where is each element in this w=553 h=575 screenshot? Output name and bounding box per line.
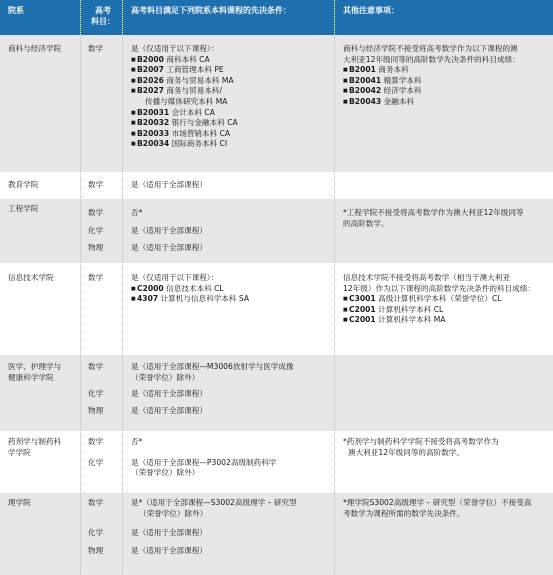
table-row (0, 173, 553, 198)
faculty-cell: 理学院 (8, 498, 31, 507)
list-item: ■ B20042 经济学本科 (343, 86, 520, 97)
table-row (0, 432, 553, 492)
list-item: ■ B2000 商科本科 CA (131, 55, 238, 66)
list-item: ■ B2007 工商管理本科 PE (131, 65, 238, 76)
table-row (0, 35, 553, 173)
subject-cell: 数学 化学 物理 (88, 208, 104, 253)
list-item: ■ B20033 市场营销本科 CA (131, 129, 238, 140)
header-faculty: 院系 (8, 6, 24, 15)
faculty-cell: 药剂学与制药科 学学院 (8, 437, 62, 457)
subject-cell: 数学 (88, 44, 104, 53)
faculty-cell: 信息技术学院 (8, 273, 54, 282)
faculty-cell: 医学、护理学与 健康科学学院 (8, 362, 62, 382)
notes-cell: *药剂学与制药科学学院不接受将高考数学作为 澳大利亚12年级同等的高阶数学。 (343, 437, 499, 457)
list-item: ■ B20031 会计本科 CA (131, 108, 238, 119)
subject-cell: 数学 化学 物理 (88, 498, 104, 555)
notes-cell: 信息技术学院不接受将高考数学（相当于澳大利亚 12年级）作为以下课程的高阶数学先决条件的科目成绩： ■ C3001 高级计算机科学本科（荣誉学位）CL ■ C2001 计算机科学本科 CL ■ C2001 计算机科学本科 MA (343, 273, 535, 326)
table-row (0, 354, 553, 432)
list-item: ■ B20032 银行与金融本科 CA (131, 118, 238, 129)
conditions-cell: 是（适用于全部课程） (131, 180, 207, 189)
list-item: ■ C2001 计算机科学本科 CL (343, 305, 535, 316)
conditions-cell: 否* 是（适用于全部课程—P3002高级制药科学 （荣誉学位）除外） (131, 437, 277, 478)
header-subject: 高考 科目： (91, 6, 115, 26)
conditions-cell: 是*（适用于全部课程—S3002高级理学 – 研究型 （荣誉学位）除外） 是（适用于全部课程） 是（适用于全部课程） (131, 498, 297, 555)
header-notes: 其他注意事项： (343, 6, 399, 15)
list-item: ■ C3001 高级计算机科学本科（荣誉学位）CL (343, 294, 535, 305)
conditions-cell: 是（适用于全部课程—M3006放射学与医学成像 （荣誉学位）除外） 是（适用于全部课程） 是（适用于全部课程） (131, 362, 294, 415)
list-item: ■ B2026 商务与贸易本科 MA (131, 76, 238, 87)
faculty-cell: 教育学院 (8, 180, 39, 189)
list-item: ■ 4307 计算机与信息科学本科 SA (131, 294, 249, 305)
table-row (0, 264, 553, 354)
faculty-cell: 工程学院 (8, 204, 39, 213)
list-item: ■ B2027 商务与贸易本科/ (131, 86, 238, 97)
conditions-cell: 是（仅适用于以下课程）： ■ B2000 商科本科 CA ■ B2007 工商管理本科 PE ■ B2026 商务与贸易本科 MA ■ B2027 商务与贸易本科/ 传播与媒体研究本科 MA ■ B20031 会计本科 CA ■ B20032 银行与金融本科 CA ■ B20033 市场营销本科 CA ■ B20034 国际商务本科 CI (131, 44, 238, 150)
list-item: ■ B20041 精算学本科 (343, 76, 520, 87)
subject-cell: 数学 化学 物理 (88, 362, 104, 415)
table-header (0, 0, 553, 35)
subject-cell: 数学 化学 (88, 437, 104, 467)
list-item: ■ B2001 商务本科 (343, 65, 520, 76)
subject-cell: 数学 (88, 273, 104, 282)
table-row (0, 198, 553, 264)
list-item: ■ C2000 信息技术本科 CL (131, 284, 249, 295)
list-item: ■ B20034 国际商务本科 CI (131, 139, 238, 150)
notes-cell: *工程学院不接受将高考数学作为澳大利亚12年级同等 的高阶数学。 (343, 208, 524, 228)
list-item-continuation: 传播与媒体研究本科 MA (145, 96, 228, 106)
faculty-cell: 商科与经济学院 (8, 44, 62, 53)
list-item: ■ B20043 金融本科 (343, 97, 520, 108)
conditions-cell: 是（仅适用于以下课程）： ■ C2000 信息技术本科 CL ■ 4307 计算机与信息科学本科 SA (131, 273, 249, 305)
conditions-cell: 否* 是（适用于全部课程） 是（适用于全部课程） (131, 208, 207, 253)
header-conditions: 高考科目满足下列院系本科课程的先决条件： (131, 6, 291, 15)
notes-cell: *理学院S3002高级理学 – 研究型（荣誉学位）不接受高 考数学为课程所需的数学先决条件。 (343, 498, 532, 518)
subject-cell: 数学 (88, 180, 104, 189)
list-item: ■ C2001 计算机科学本科 MA (343, 315, 535, 326)
table-row (0, 492, 553, 575)
notes-cell: 商科与经济学院不接受将高考数学作为以下课程的澳 大利亚12年级同等的高阶数学先决条件的科目成绩： ■ B2001 商务本科 ■ B20041 精算学本科 ■ B20042 经济学本科 ■ B20043 金融本科 (343, 44, 520, 108)
